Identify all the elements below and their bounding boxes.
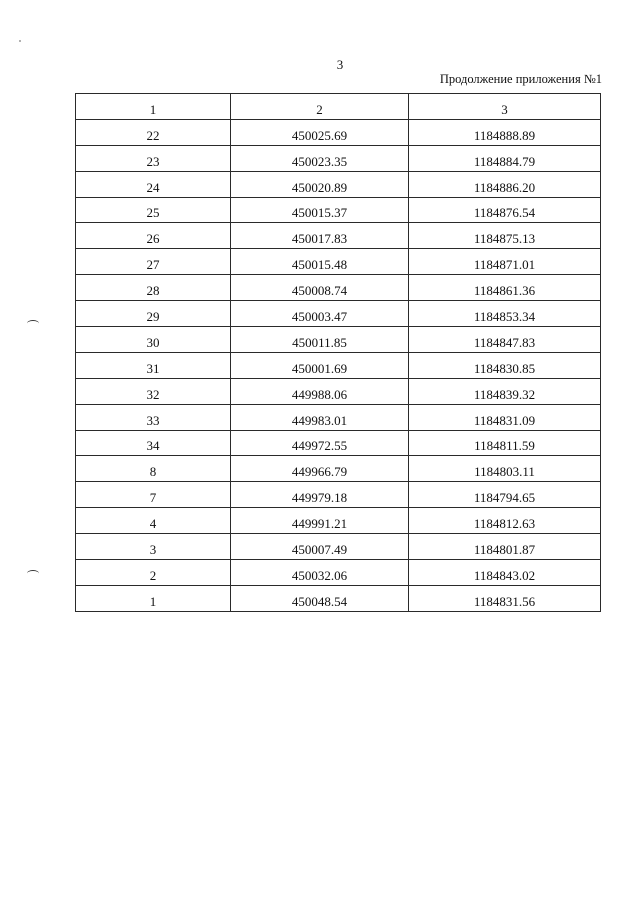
page-number: 3 [336, 57, 344, 72]
cell-point-number: 3 [76, 534, 231, 560]
table-row [76, 585, 601, 611]
cell-y-coordinate: 1184888.89 [409, 119, 601, 145]
continuation-label: Продолжение приложения №1 [439, 72, 602, 86]
cell-x-coordinate: 450001.69 [231, 352, 409, 378]
cell-y-coordinate: 1184831.56 [409, 585, 601, 611]
cell-y-coordinate: 1184847.83 [409, 327, 601, 353]
cell-y-coordinate: 1184875.13 [409, 223, 601, 249]
table-row [76, 456, 601, 482]
table-row [76, 560, 601, 586]
margin-mark [27, 320, 39, 327]
cell-x-coordinate: 449966.79 [231, 456, 409, 482]
cell-x-coordinate: 449991.21 [231, 508, 409, 534]
cell-x-coordinate: 449983.01 [231, 404, 409, 430]
cell-y-coordinate: 1184871.01 [409, 249, 601, 275]
cell-point-number: 34 [76, 430, 231, 456]
coordinates-table [75, 93, 601, 612]
table-row [76, 482, 601, 508]
cell-point-number: 32 [76, 378, 231, 404]
cell-point-number: 31 [76, 352, 231, 378]
table-row [76, 249, 601, 275]
cell-y-coordinate: 1184886.20 [409, 171, 601, 197]
cell-x-coordinate: 450015.48 [231, 249, 409, 275]
table-row [76, 223, 601, 249]
cell-point-number: 7 [76, 482, 231, 508]
header-cell-y: 3 [409, 94, 601, 120]
table-row [76, 145, 601, 171]
table-row [76, 171, 601, 197]
cell-x-coordinate: 450017.83 [231, 223, 409, 249]
cell-y-coordinate: 1184801.87 [409, 534, 601, 560]
cell-y-coordinate: 1184839.32 [409, 378, 601, 404]
table-row [76, 197, 601, 223]
cell-x-coordinate: 449972.55 [231, 430, 409, 456]
cell-y-coordinate: 1184811.59 [409, 430, 601, 456]
cell-point-number: 28 [76, 275, 231, 301]
cell-point-number: 2 [76, 560, 231, 586]
cell-y-coordinate: 1184853.34 [409, 301, 601, 327]
header-cell-point: 1 [76, 94, 231, 120]
cell-point-number: 24 [76, 171, 231, 197]
cell-y-coordinate: 1184861.36 [409, 275, 601, 301]
cell-y-coordinate: 1184794.65 [409, 482, 601, 508]
cell-point-number: 1 [76, 585, 231, 611]
cell-x-coordinate: 450020.89 [231, 171, 409, 197]
cell-x-coordinate: 450011.85 [231, 327, 409, 353]
cell-x-coordinate: 450025.69 [231, 119, 409, 145]
cell-x-coordinate: 449988.06 [231, 378, 409, 404]
table-row [76, 327, 601, 353]
table-row [76, 404, 601, 430]
table-row [76, 534, 601, 560]
cell-x-coordinate: 450003.47 [231, 301, 409, 327]
table-row [76, 508, 601, 534]
table-row [76, 119, 601, 145]
cell-x-coordinate: 449979.18 [231, 482, 409, 508]
cell-point-number: 25 [76, 197, 231, 223]
cell-y-coordinate: 1184830.85 [409, 352, 601, 378]
cell-y-coordinate: 1184843.02 [409, 560, 601, 586]
cell-point-number: 26 [76, 223, 231, 249]
margin-mark [27, 570, 39, 577]
cell-y-coordinate: 1184831.09 [409, 404, 601, 430]
cell-y-coordinate: 1184876.54 [409, 197, 601, 223]
cell-y-coordinate: 1184812.63 [409, 508, 601, 534]
cell-point-number: 30 [76, 327, 231, 353]
cell-x-coordinate: 450048.54 [231, 585, 409, 611]
table-row [76, 378, 601, 404]
table-header-row [76, 94, 601, 120]
cell-y-coordinate: 1184803.11 [409, 456, 601, 482]
cell-y-coordinate: 1184884.79 [409, 145, 601, 171]
cell-x-coordinate: 450032.06 [231, 560, 409, 586]
cell-x-coordinate: 450023.35 [231, 145, 409, 171]
cell-x-coordinate: 450007.49 [231, 534, 409, 560]
cell-point-number: 29 [76, 301, 231, 327]
cell-point-number: 27 [76, 249, 231, 275]
table-row [76, 275, 601, 301]
cell-point-number: 33 [76, 404, 231, 430]
table-body [76, 119, 601, 611]
cell-point-number: 22 [76, 119, 231, 145]
cell-point-number: 8 [76, 456, 231, 482]
cell-point-number: 4 [76, 508, 231, 534]
cell-x-coordinate: 450015.37 [231, 197, 409, 223]
scan-speck [19, 40, 21, 42]
cell-x-coordinate: 450008.74 [231, 275, 409, 301]
table-row [76, 430, 601, 456]
table-row [76, 352, 601, 378]
table-row [76, 301, 601, 327]
cell-point-number: 23 [76, 145, 231, 171]
header-cell-x: 2 [231, 94, 409, 120]
